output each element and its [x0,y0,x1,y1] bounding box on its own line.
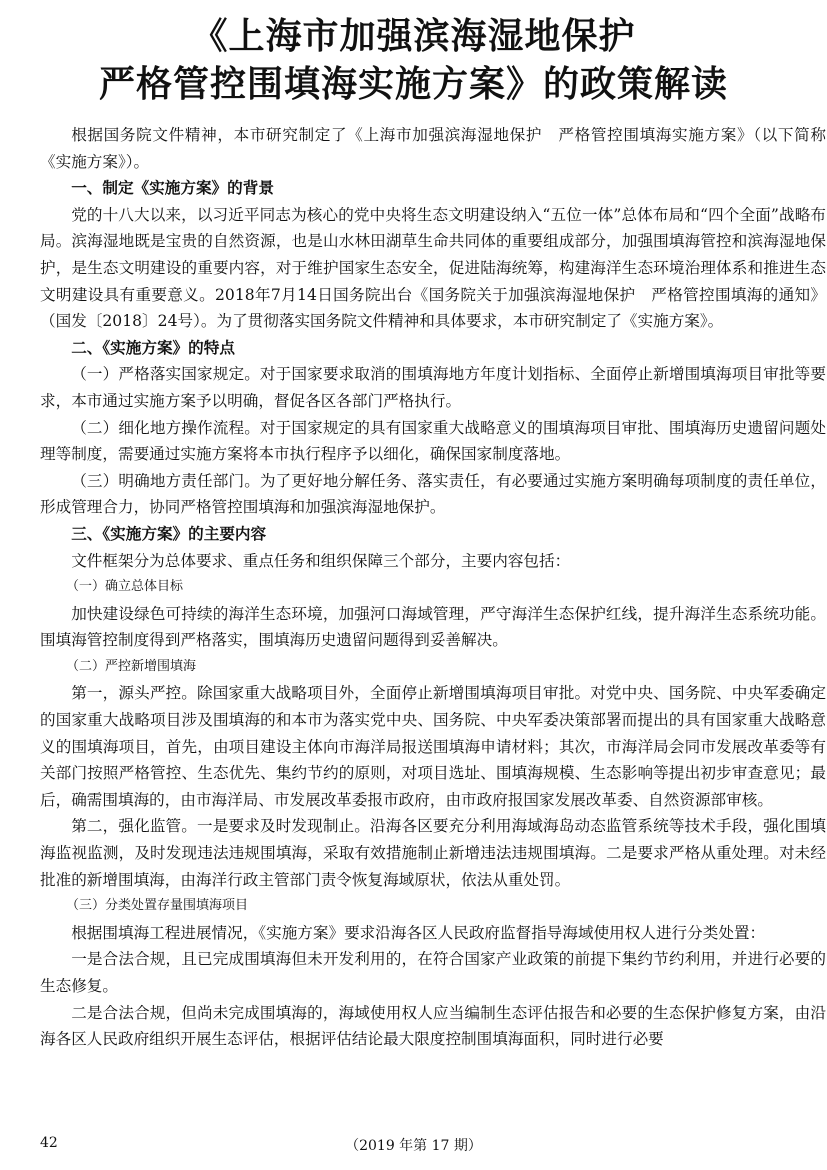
document-title [0,12,827,108]
paragraph: 第一，源头严控。除国家重大战略项目外，全面停止新增围填海项目审批。对党中央、国务院、中央军委确定的国家重大战略项目涉及围填海的和本市为落实党中央、国务院、中央军委决策部署而提出的具有国家重大战略意义的围填海项目，首先，由项目建设主体向市海洋局报送围填海申请材料；其次，市海洋局会同市发展改革委等有关部门按照严格管控、生态优先、集约节约的原则，对项目选址、围填海规模、生态影响等提出初步审查意见；最后，确需围填海的，由市海洋局、市发展改革委报市政府，由市政府报国家发展改革委、自然资源部审核。 [40,684,826,809]
paragraph: 二是合法合规，但尚未完成围填海的，海域使用权人应当编制生态评估报告和必要的生态保护修复方案，由沿海各区人民政府组织开展生态评估，根据评估结论最大限度控制围填海面积，同时进行必要 [40,1003,826,1049]
paragraph: （一）严格落实国家规定。对于国家要求取消的围填海地方年度计划指标、全面停止新增围填海项目审批等要求，本市通过实施方案予以明确，督促各区各部门严格执行。 [40,365,826,410]
paragraph: 党的十八大以来，以习近平同志为核心的党中央将生态文明建设纳入“五位一体”总体布局和“四个全面”战略布局。滨海湿地既是宝贵的自然资源，也是山水林田湖草生命共同体的重要组成部分，加强围填海管控和滨海湿地保护，是生态文明建设的重要内容，对于维护国家生态安全，促进陆海统筹，构建海洋生态环境治理体系和推进生态文明建设具有重要意义。2018年7月14日国务院出台《国务院关于加强滨海湿地保护 严格管控围填海的通知》（国发〔2018〕24号）。为了贯彻落实国务院文件精神和具体要求，本市研究制定了《实施方案》。 [40,205,826,331]
subsection-heading: （一）确立总体目标 [66,579,184,595]
paragraph: 根据围填海工程进展情况，《实施方案》要求沿海各区人民政府监督指导海域使用权人进行分类处置： [71,923,766,942]
issue-label: （2019 年第 17 期） [345,1138,482,1154]
section-heading: 二、《实施方案》的特点 [71,337,235,357]
document-body [40,122,826,1053]
title-line-2: 严格管控围填海实施方案》的政策解读 [98,63,728,105]
section-heading: 一、制定《实施方案》的背景 [71,178,274,198]
paragraph: 加快建设绿色可持续的海洋生态环境，加强河口海域管理，严守海洋生态保护红线，提升海洋生态系统功能。围填海管控制度得到严格落实，围填海历史遗留问题得到妥善解决。 [40,604,826,650]
subsection-heading: （二）严控新增围填海 [66,658,197,674]
paragraph: 根据国务院文件精神，本市研究制定了《上海市加强滨海湿地保护 严格管控围填海实施方案》（以下简称《实施方案》）。 [40,126,826,171]
section-heading: 三、《实施方案》的主要内容 [71,523,267,543]
paragraph: （二）细化地方操作流程。对于国家规定的具有国家重大战略意义的围填海项目审批、围填海历史遗留问题处理等制度，需要通过实施方案将本市执行程序予以细化，确保国家制度落地。 [40,418,826,464]
paragraph: 第二，强化监管。一是要求及时发现制止。沿海各区要充分利用海域海岛动态监管系统等技术手段，强化围填海监视监测，及时发现违法违规围填海，采取有效措施制止新增违法违规围填海。二是要求严格从重处理。对未经批准的新增围填海，由海洋行政主管部门责令恢复海域原状，依法从重处罚。 [40,817,826,889]
paragraph: 一是合法合规，且已完成围填海但未开发利用的，在符合国家产业政策的前提下集约节约利用，并进行必要的生态修复。 [40,950,826,995]
title-line-1: 《上海市加强滨海湿地保护 [191,15,636,57]
subsection-heading: （三）分类处置存量围填海项目 [66,898,249,914]
page-number: 42 [40,1135,58,1151]
paragraph: （三）明确地方责任部门。为了更好地分解任务、落实责任，有必要通过实施方案明确每项制度的责任单位，形成管理合力，协同严格管控围填海和加强滨海湿地保护。 [40,471,826,517]
paragraph: 文件框架分为总体要求、重点任务和组织保障三个部分，主要内容包括： [71,551,571,570]
